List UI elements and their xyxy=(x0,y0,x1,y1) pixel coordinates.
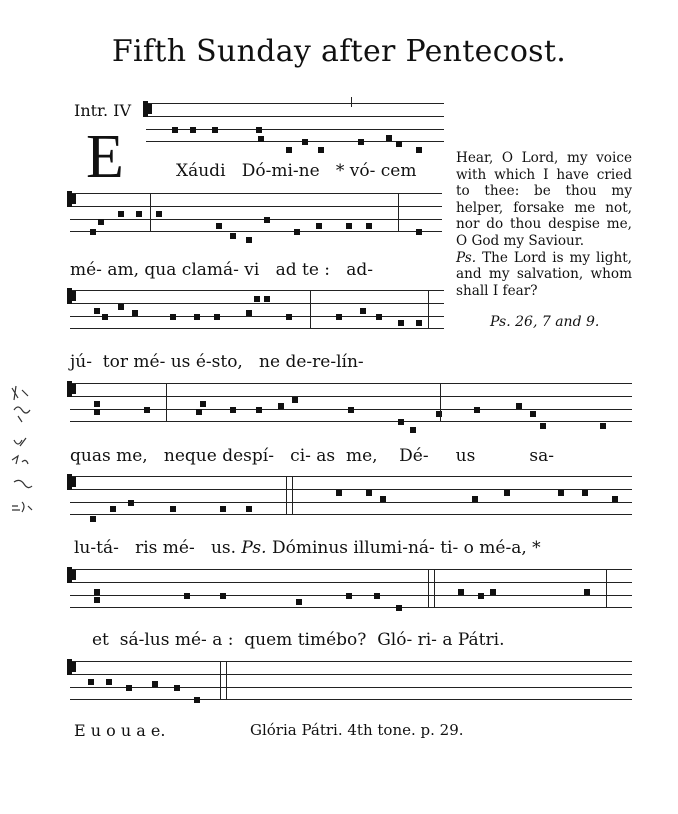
scripture-reference: Ps. 26, 7 and 9. xyxy=(490,314,600,330)
translation-text: Hear, O Lord, my voice with which I have cried to thee: be thou my helper, forsake me not, nor do thou despise me, O God my Saviour. xyxy=(456,150,632,249)
clef-icon xyxy=(67,659,72,675)
lyric-line-1: Xáudi Dó-mi-ne * vó- cem xyxy=(176,161,417,181)
introit-label: Intr. IV xyxy=(74,101,131,120)
lyric-line-5: lu-tá- ris mé- us. Ps. Dóminus illumi-ná- ti- o mé-a, * xyxy=(74,538,541,558)
staff-6 xyxy=(70,569,632,608)
staff-4 xyxy=(70,383,632,422)
staff-1 xyxy=(146,103,444,142)
staff-5 xyxy=(70,476,632,515)
lyric-line-4: quas me, neque despí- ci- as me, Dé- us sa- xyxy=(70,446,554,466)
page-title: Fifth Sunday after Pentecost. xyxy=(111,34,567,69)
staff-2 xyxy=(70,193,442,232)
staff-7 xyxy=(70,661,632,700)
handwritten-annotation xyxy=(6,382,46,532)
clef-icon xyxy=(67,567,72,583)
clef-icon xyxy=(67,381,72,397)
clef-icon xyxy=(67,191,72,207)
gloria-note: Glória Pátri. 4th tone. p. 29. xyxy=(250,721,464,739)
clef-icon xyxy=(67,474,72,490)
lyric-line-3: jú- tor mé- us é-sto, ne de-re-lín- xyxy=(70,352,364,372)
psalm-label: Ps. xyxy=(456,249,477,266)
psalm-text: The Lord is my light, and my salvation, whom shall I fear? xyxy=(456,249,632,299)
lyric-line-2: mé- am, qua clamá- vi ad te : ad- xyxy=(70,260,374,280)
euouae-text: E u o u a e. xyxy=(74,721,166,740)
drop-cap: E xyxy=(86,123,124,191)
translation-block xyxy=(456,150,632,299)
lyric-line-6: et sá-lus mé- a : quem timébo? Gló- ri- a Pátri. xyxy=(92,630,505,650)
staff-3 xyxy=(70,290,444,329)
clef-icon xyxy=(67,288,72,304)
clef-icon xyxy=(143,101,148,117)
